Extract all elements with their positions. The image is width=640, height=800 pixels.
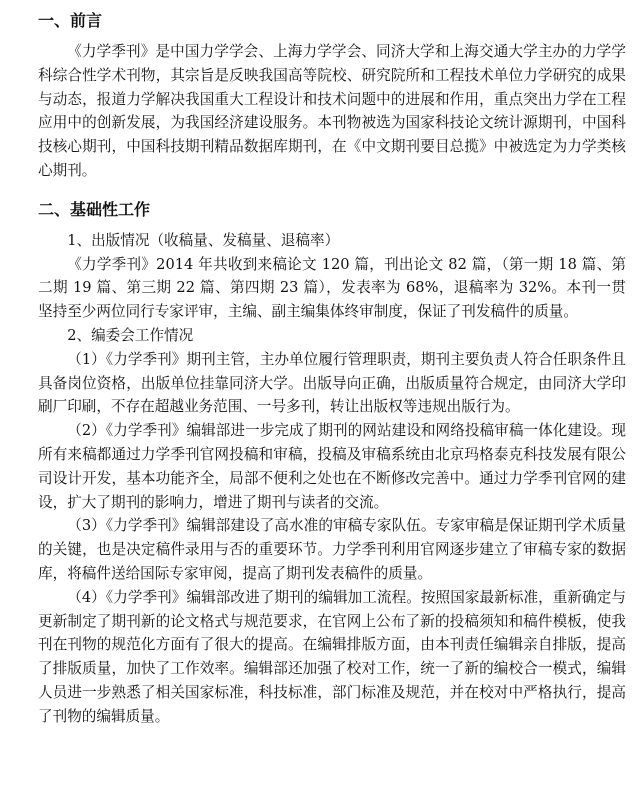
editorial-paragraph-3: （3）《力学季刊》编辑部建设了高水准的审稿专家队伍。专家审稿是保证期刊学术质量的关键，也是决定稿件录用与否的重要环节。力学季刊利用官网逐步建立了审稿专家的数据库，将稿件送给国际专家审阅，提高了期刊发表稿件的质量。	[38, 517, 626, 582]
subsection-title-editorial-board: 2、编委会工作情况	[67, 326, 194, 344]
section-heading-preface: 一、前言	[38, 11, 103, 30]
publication-paragraph: 《力学季刊》2014 年共收到来稿论文 120 篇，刊出论文 82 篇，（第一期 18 篇、第二期 19 篇、第三期 22 篇、第四期 23 篇），发表率为 68%，退稿率为 32%。本刊一贯坚持至少两位同行专家评审，主编、副主编集体终审制度，保证了刊发稿件的质量。	[38, 255, 626, 321]
editorial-paragraph-1: （1）《力学季刊》期刊主管，主办单位履行管理职责，期刊主要负责人符合任职条件且具备岗位资格，出版单位挂靠同济大学。出版导向正确，出版质量符合规定，由同济大学印刷厂印刷，不存在超越业务范围、一号多刊，转让出版权等违规出版行为。	[38, 350, 626, 416]
editorial-paragraph-4: （4）《力学季刊》编辑部改进了期刊的编辑加工流程。按照国家最新标准，重新确定与更新制定了期刊新的论文格式与规范要求，在官网上公布了新的投稿须知和稿件模板，使我刊在刊物的规范化方面有了很大的提高。在编辑排版方面，由本刊责任编辑亲自排版，提高了排版质量，加快了工作效率。编辑部还加强了校对工作，统一了新的编校合一模式，编辑人员进一步熟悉了相关国家标准，科技标准，部门标准及规范，并在校对中严格执行，提高了刊物的编辑质量。	[38, 588, 626, 725]
section-heading-basic-work: 二、基础性工作	[38, 199, 151, 219]
editorial-paragraph-2: （2）《力学季刊》编辑部进一步完成了期刊的网站建设和网络投稿审稿一体化建设。现所有来稿都通过力学季刊官网投稿和审稿，投稿及审稿系统由北京玛格泰克科技发展有限公司设计开发，基本功能齐全，局部不便利之处也在不断修改完善中。通过力学季刊官网的建设，扩大了期刊的影响力，增进了期刊与读者的交流。	[38, 422, 626, 511]
subsection-title-publication: 1、出版情况（收稿量、发稿量、退稿率）	[67, 231, 340, 249]
preface-paragraph: 《力学季刊》是中国力学学会、上海力学学会、同济大学和上海交通大学主办的力学学科综合性学术刊物，其宗旨是反映我国高等院校、研究院所和工程技术单位力学研究的成果与动态，报道力学解决我国重大工程设计和技术问题中的进展和作用，重点突出力学在工程应用中的创新发展，为我国经济建设服务。本刊物被选为国家科技论文统计源期刊，中国科技核心期刊，中国科技期刊精品数据库期刊，在《中文期刊要目总揽》中被选定为力学类核心期刊。	[38, 43, 626, 179]
